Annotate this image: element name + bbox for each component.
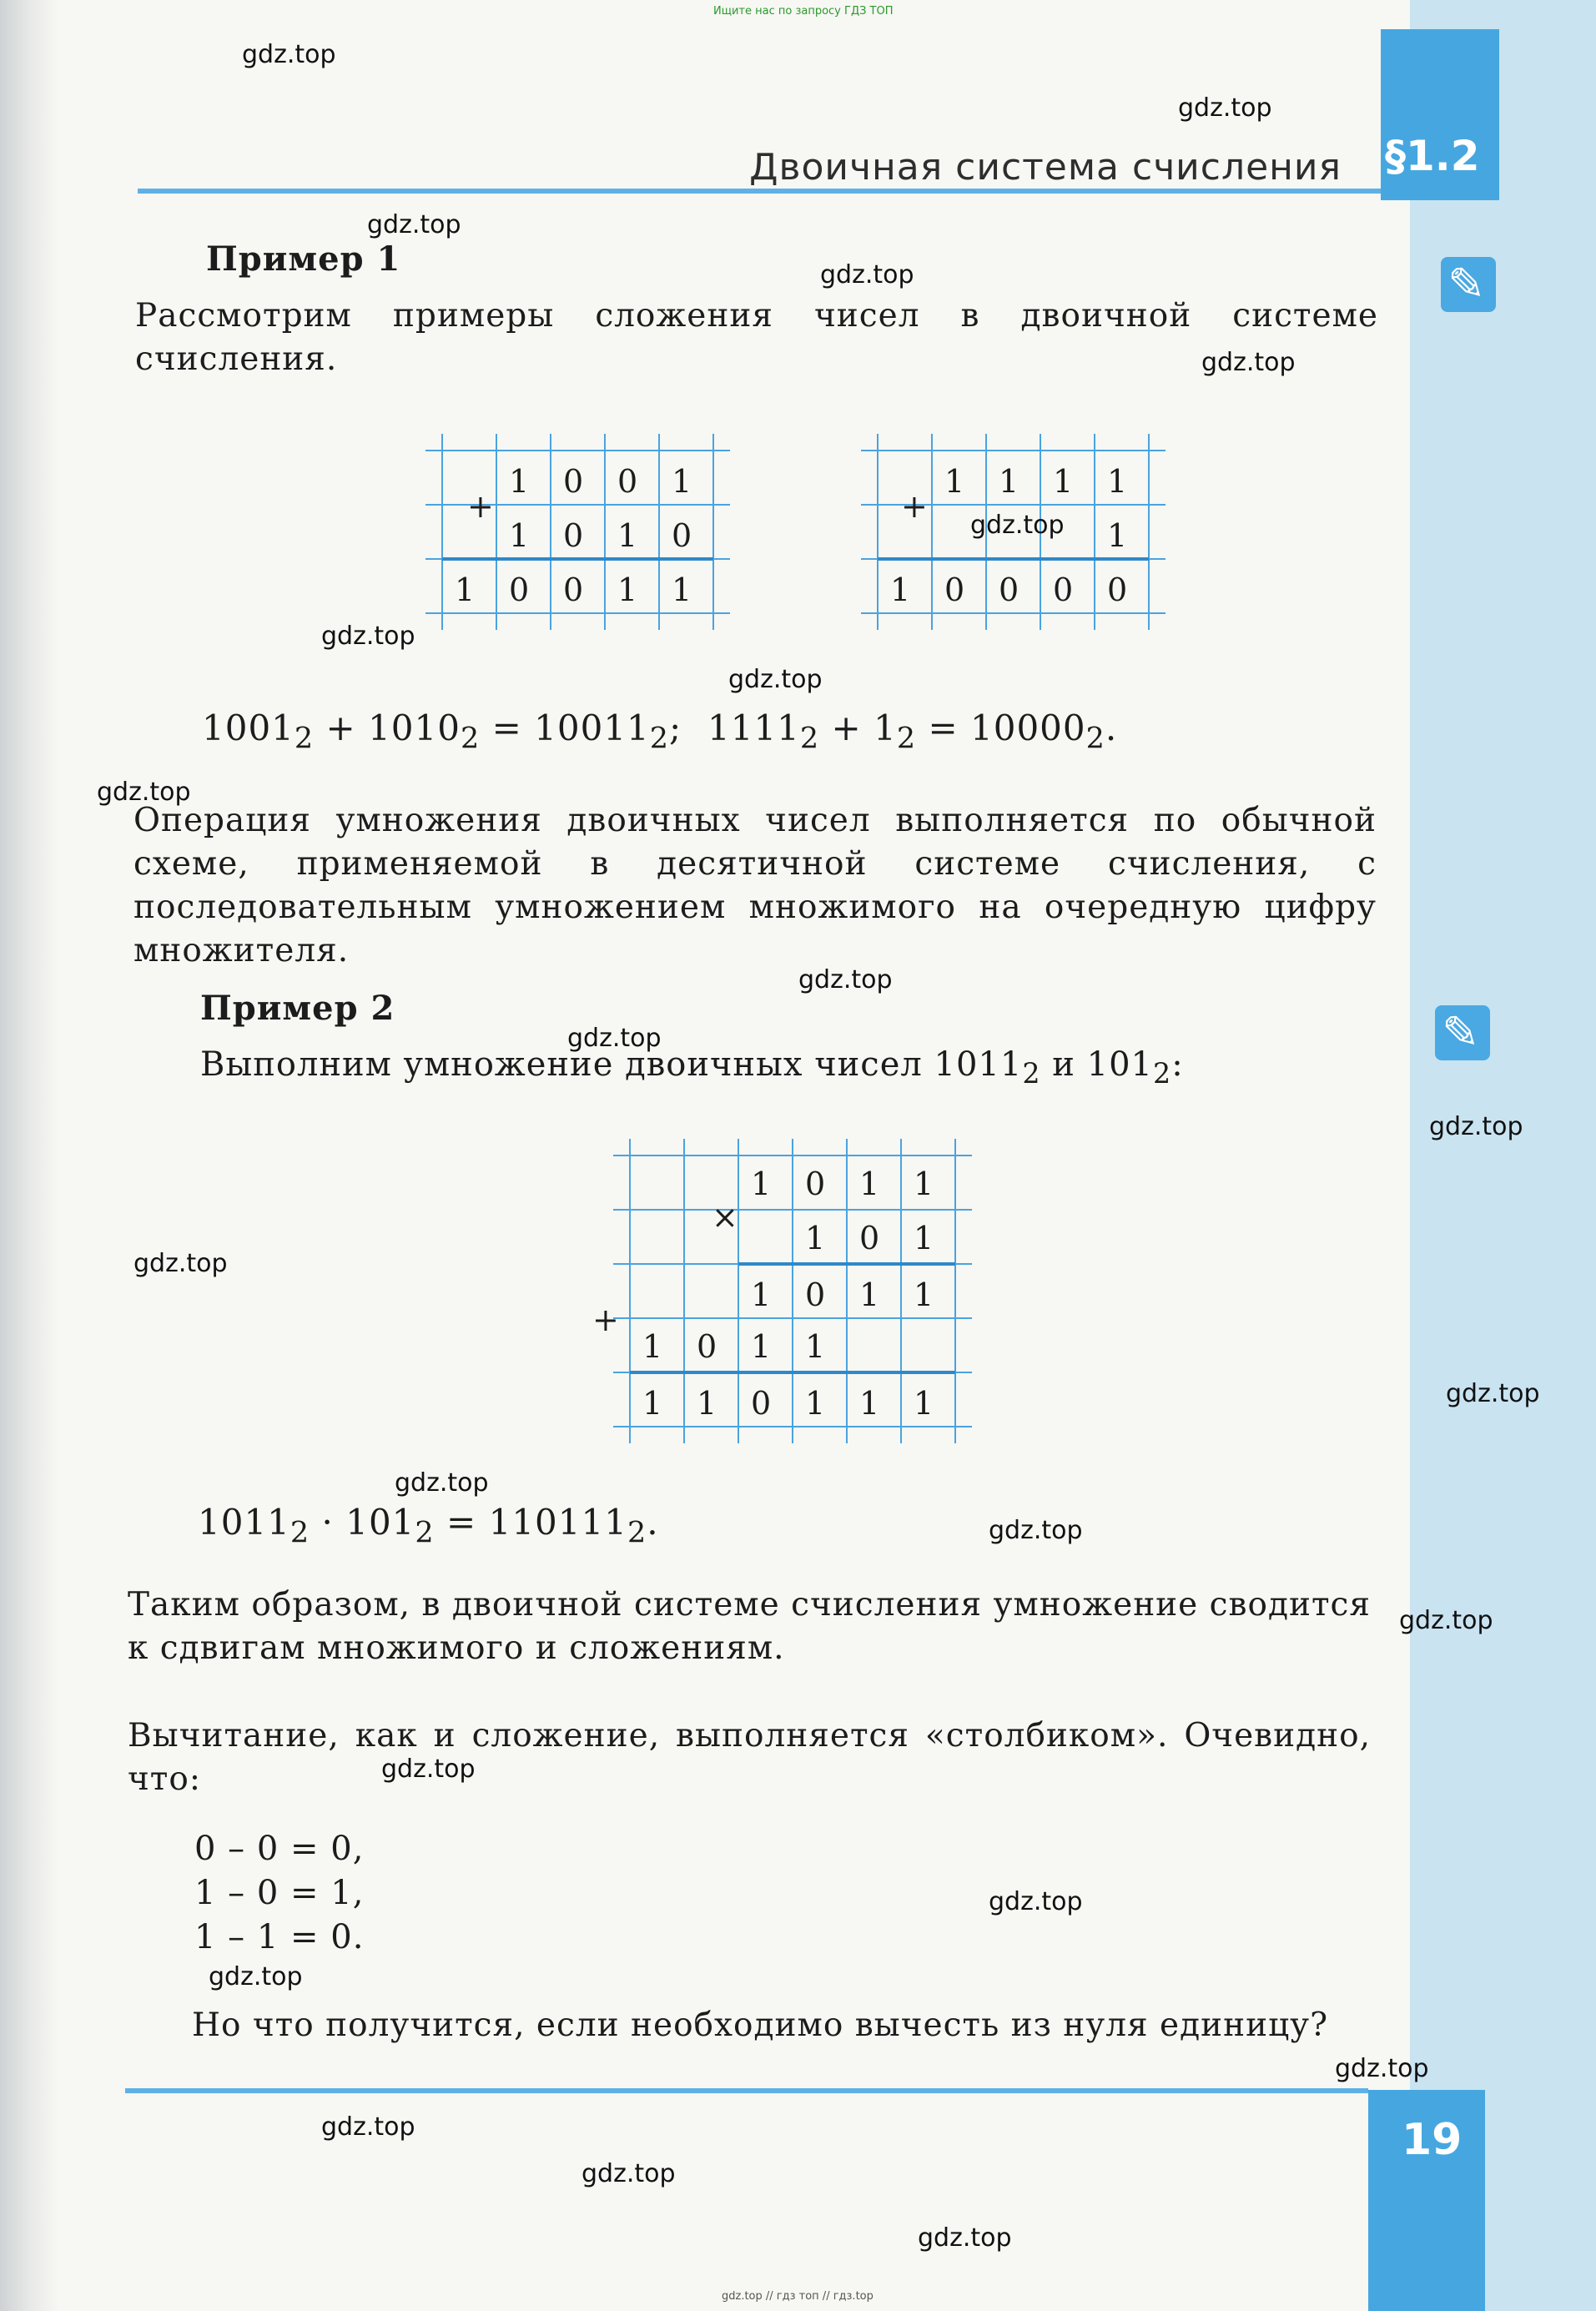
times-sign: × xyxy=(712,1199,738,1236)
digit: 0 xyxy=(563,517,584,554)
footer-note: gdz.top // гдз топ // гдз.top xyxy=(722,2290,874,2303)
watermark: gdz.top xyxy=(1201,348,1296,377)
digit: 1 xyxy=(914,1220,934,1256)
digit: 0 xyxy=(751,1385,772,1422)
digit: 1 xyxy=(672,571,692,608)
page-number: 19 xyxy=(1402,2115,1463,2165)
subtraction-rule: 1 – 1 = 0. xyxy=(194,1918,365,1956)
digit: 0 xyxy=(805,1166,826,1202)
watermark: gdz.top xyxy=(381,1755,476,1784)
digit: 1 xyxy=(617,517,638,554)
digit: 1 xyxy=(944,463,965,500)
footer-rule xyxy=(125,2088,1368,2093)
top-note: Ищите нас по запросу ГДЗ ТОП xyxy=(713,5,894,18)
watermark: gdz.top xyxy=(1446,1379,1540,1408)
watermark: gdz.top xyxy=(242,40,336,69)
digit: 1 xyxy=(455,571,476,608)
watermark: gdz.top xyxy=(321,622,415,651)
watermark: gdz.top xyxy=(367,210,461,239)
example2-heading: Пример 2 xyxy=(200,989,395,1028)
watermark: gdz.top xyxy=(1178,93,1272,123)
watermark: gdz.top xyxy=(133,1249,228,1278)
subtraction-rule: 0 – 0 = 0, xyxy=(194,1830,365,1868)
digit: 1 xyxy=(1053,463,1074,500)
digit: 0 xyxy=(617,463,638,500)
paragraph-multiplication: Операция умножения двоичных чисел выполняется по обычной схеме, применяемой в десятичной системе счисления, с последовательным умножением множимого на очередную цифру множителя. xyxy=(133,802,1377,969)
digit: 1 xyxy=(914,1276,934,1313)
watermark: gdz.top xyxy=(97,778,191,807)
digit: 1 xyxy=(859,1385,880,1422)
watermark: gdz.top xyxy=(728,665,823,694)
digit: 1 xyxy=(805,1328,826,1365)
plus-sign: + xyxy=(467,488,494,525)
watermark: gdz.top xyxy=(989,1887,1083,1916)
example1-formula-2: $1111_2 + 1_2 = 10000_2$. xyxy=(707,707,1118,756)
subtraction-rule: 1 – 0 = 1, xyxy=(194,1874,365,1912)
digit: 1 xyxy=(914,1166,934,1202)
digit: 1 xyxy=(999,463,1020,500)
watermark: gdz.top xyxy=(1335,2054,1429,2083)
digit: 1 xyxy=(509,463,530,500)
digit: 1 xyxy=(509,517,530,554)
digit: 1 xyxy=(1107,463,1128,500)
digit: 1 xyxy=(697,1385,717,1422)
paragraph-conclusion: Таким образом, в двоичной системе счисления умножение сводится к сдвигам множимого и сложениям. xyxy=(128,1586,1371,1667)
digit: 1 xyxy=(1107,517,1128,554)
question-text: Но что получится, если необходимо вычесть из нуля единицу? xyxy=(192,2006,1329,2044)
digit: 0 xyxy=(805,1276,826,1313)
digit: 0 xyxy=(697,1328,717,1365)
chapter-title: Двоичная система счисления xyxy=(749,146,1342,189)
digit: 0 xyxy=(999,571,1020,608)
digit: 1 xyxy=(859,1166,880,1202)
digit: 1 xyxy=(617,571,638,608)
watermark: gdz.top xyxy=(582,2159,676,2188)
digit: 1 xyxy=(859,1276,880,1313)
example1-heading: Пример 1 xyxy=(206,239,401,279)
watermark: gdz.top xyxy=(798,965,893,994)
digit: 1 xyxy=(805,1385,826,1422)
plus-sign: + xyxy=(901,488,928,525)
watermark: gdz.top xyxy=(1399,1606,1493,1635)
example1-text: Рассмотрим примеры сложения чисел в двоичной системе счисления. xyxy=(135,297,1378,378)
digit: 1 xyxy=(890,571,911,608)
watermark: gdz.top xyxy=(395,1468,489,1498)
example2-text: Выполним умножение двоичных чисел $1011_2$ и $101_2$: xyxy=(200,1045,1184,1090)
digit: 1 xyxy=(751,1328,772,1365)
paragraph-subtraction: Вычитание, как и сложение, выполняется «столбиком». Очевидно, что: xyxy=(128,1717,1371,1798)
digit: 1 xyxy=(672,463,692,500)
plus-sign: + xyxy=(592,1302,619,1338)
watermark: gdz.top xyxy=(820,260,914,290)
watermark: gdz.top xyxy=(989,1516,1083,1545)
digit: 1 xyxy=(914,1385,934,1422)
digit: 0 xyxy=(509,571,530,608)
digit: 1 xyxy=(805,1220,826,1256)
digit: 0 xyxy=(944,571,965,608)
digit: 0 xyxy=(859,1220,880,1256)
digit: 0 xyxy=(672,517,692,554)
digit: 1 xyxy=(642,1385,663,1422)
watermark: gdz.top xyxy=(1429,1112,1523,1141)
example1-formula-1: $1001_2 + 1010_2 = 10011_2$; xyxy=(202,707,682,756)
watermark: gdz.top xyxy=(918,2223,1012,2253)
watermark: gdz.top xyxy=(970,511,1065,540)
digit: 0 xyxy=(1053,571,1074,608)
digit: 0 xyxy=(563,463,584,500)
watermark: gdz.top xyxy=(567,1024,662,1053)
digit: 0 xyxy=(563,571,584,608)
digit: 0 xyxy=(1107,571,1128,608)
watermark: gdz.top xyxy=(209,1962,303,1991)
digit: 1 xyxy=(751,1276,772,1313)
digit: 1 xyxy=(751,1166,772,1202)
example2-formula: $1011_2 \cdot 101_2 = 110111_2$. xyxy=(198,1502,659,1550)
watermark: gdz.top xyxy=(321,2112,415,2142)
section-number: §1.2 xyxy=(1385,132,1480,180)
digit: 1 xyxy=(642,1328,663,1365)
